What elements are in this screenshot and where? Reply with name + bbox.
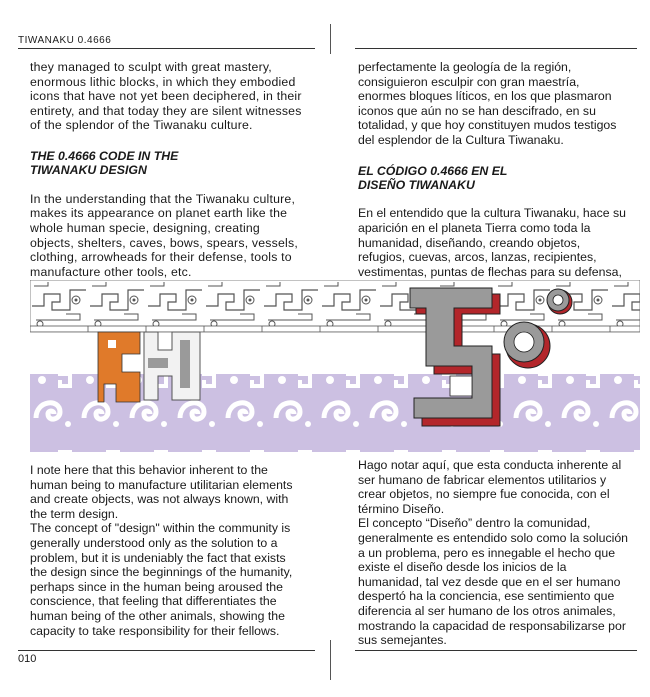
running-header: TIWANAKU 0.4666: [18, 35, 112, 46]
left-body-paragraph: In the understanding that the Tiwanaku culture, makes its appearance on planet earth like the whole human specie, designing, creating objects, shelters, caves, bows, spears, vessels, clothing, arrowheads for their defense, tools to manufacture other tools, etc.: [30, 191, 298, 279]
left-column-bottom: [30, 463, 302, 638]
right-section-heading: [358, 164, 630, 193]
left-intro-paragraph: they managed to sculpt with great mastery, enormous lithic blocks, in which they embodied icons that have not yet been deciphered, in their entirety, and that today they are silent witnesses of the splendor of the Tiwanaku culture.: [30, 60, 302, 133]
tiwanaku-pattern-illustration: [30, 280, 640, 452]
header-rule-left: [18, 48, 315, 49]
right-body-paragraph: En el entendido que la cultura Tiwanaku, hace su aparición en el planeta Tierra como toda la humanidad, diseñando, creando objetos, refugios, cuevas, arcos, lanzas, recipientes, vestimentas, puntas de flechas para su defensa,: [358, 206, 626, 279]
right-column-top: [358, 60, 630, 309]
right-column-bottom: [358, 458, 630, 648]
right-intro-paragraph: perfectamente la geología de la región, consiguieron esculpir con gran maestría, enormes bloques líticos, en los que plasmaron iconos que aún no se han descifrado, en su totalidad, y que hoy constituyen mudos testigos del esplendor de la Cultura Tiwanaku.: [358, 60, 617, 147]
footer-rule-right: [355, 650, 637, 651]
right-bottom-paragraph-2: El concepto “Diseño” dentro la comunidad, generalmente es entendido solo como la solución a un problema, pero es innegable el hecho que existe el diseño desde los inicios de la humanidad, tal vez desde que en el ser humano despertó ha la conciencia, ese sentimiento que diferencia al ser humano de los otros animales, mostrando la capacidad de responsabilizarse por sus semejantes.: [358, 516, 629, 648]
left-section-heading: [30, 149, 302, 178]
footer-rule-left: [18, 650, 315, 651]
orange-glyph: [98, 332, 140, 402]
header-rule-right: [355, 48, 637, 49]
right-heading-line2: DISEÑO TIWANAKU: [358, 177, 475, 192]
gutter-divider-top: [330, 24, 331, 54]
left-heading-line2: TIWANAKU DESIGN: [30, 163, 147, 178]
left-bottom-paragraph-2: The concept of "design" within the community is generally understood only as the solution to a problem, but it is undeniably the fact that exists the design since the beginnings of the humanity, perhaps since in the human being aroused the conscience, that feeling that differentiates the human being of the other animals, showing the capacity to take responsibility for their fellows.: [30, 521, 293, 638]
grey-glyph: [144, 332, 200, 400]
gutter-divider-bottom: [330, 640, 331, 680]
left-column-top: [30, 60, 302, 279]
left-bottom-paragraph-1: I note here that this behavior inherent to the human being to manufacture utilitarian elements and create objects, was not always known, with the term design.: [30, 463, 293, 521]
right-bottom-paragraph-1: Hago notar aquí, que esta conducta inherente al ser humano de fabricar elementos utilitarios y crear objetos, no siempre fue conocida, con el término Diseño.: [358, 458, 622, 516]
left-heading-line1: THE 0.4666 CODE IN THE: [30, 148, 179, 163]
right-heading-line1: EL CÓDIGO 0.4666 EN EL: [358, 163, 508, 178]
page-number: 010: [18, 653, 37, 665]
